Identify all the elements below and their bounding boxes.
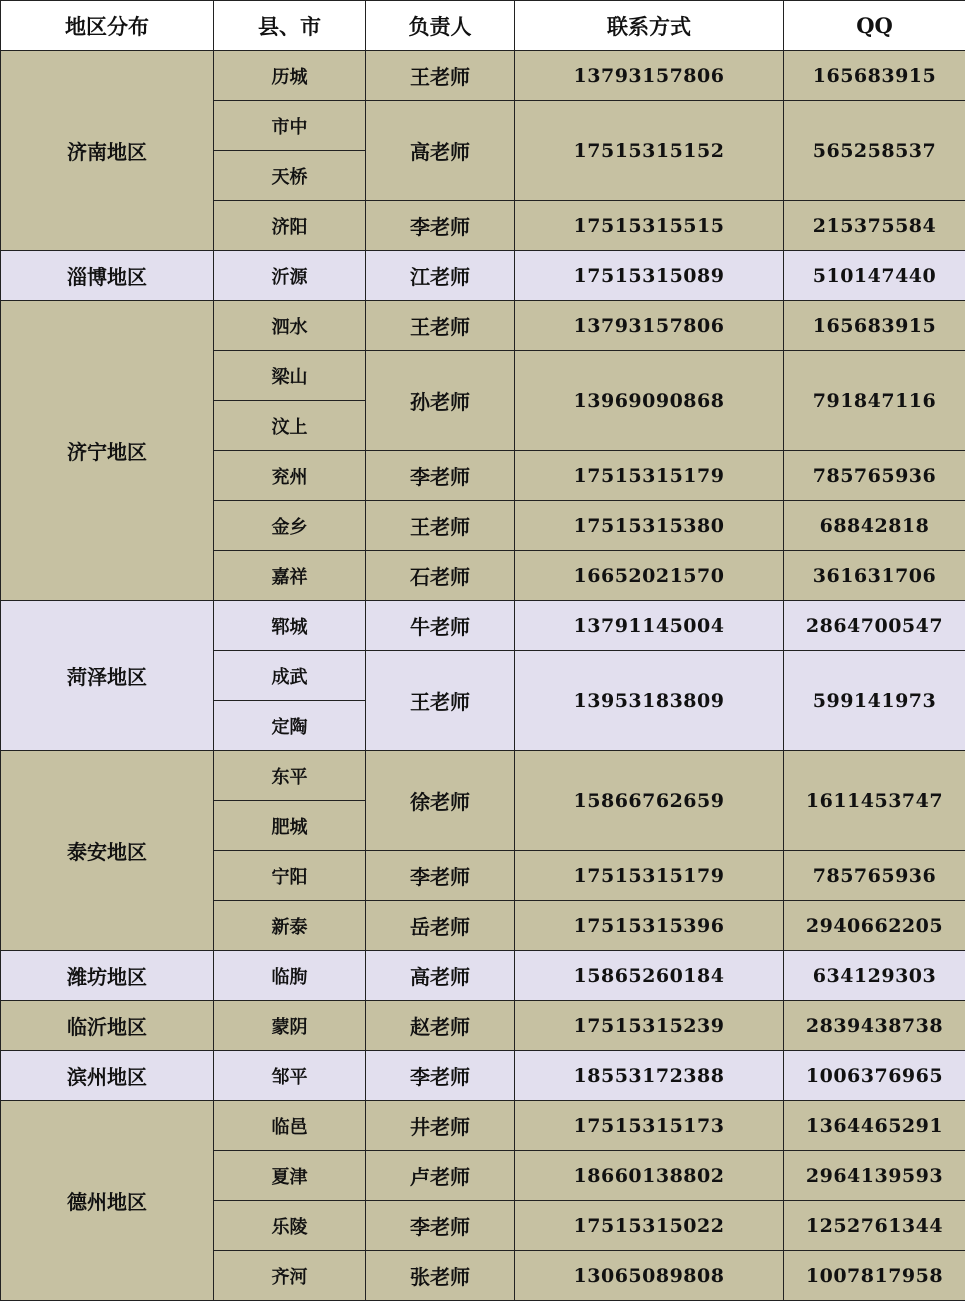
person-cell: 李老师 xyxy=(366,851,515,901)
county-cell: 蒙阴 xyxy=(214,1001,366,1051)
person-cell: 李老师 xyxy=(366,451,515,501)
county-cell: 沂源 xyxy=(214,251,366,301)
county-cell: 郓城 xyxy=(214,601,366,651)
person-cell: 高老师 xyxy=(366,101,515,201)
county-cell: 东平 xyxy=(214,751,366,801)
qq-cell: 599141973 xyxy=(784,651,965,751)
phone-cell: 16652021570 xyxy=(515,551,784,601)
qq-cell: 2964139593 xyxy=(784,1151,965,1201)
qq-cell: 565258537 xyxy=(784,101,965,201)
county-cell: 济阳 xyxy=(214,201,366,251)
county-cell: 兖州 xyxy=(214,451,366,501)
phone-cell: 17515315179 xyxy=(515,451,784,501)
qq-cell: 215375584 xyxy=(784,201,965,251)
qq-cell: 1364465291 xyxy=(784,1101,965,1151)
county-cell: 汶上 xyxy=(214,401,366,451)
person-cell: 石老师 xyxy=(366,551,515,601)
phone-cell: 17515315022 xyxy=(515,1201,784,1251)
county-cell: 历城 xyxy=(214,51,366,101)
person-cell: 牛老师 xyxy=(366,601,515,651)
phone-cell: 17515315239 xyxy=(515,1001,784,1051)
phone-cell: 17515315152 xyxy=(515,101,784,201)
county-cell: 夏津 xyxy=(214,1151,366,1201)
header-row xyxy=(1,1,965,51)
qq-cell: 2839438738 xyxy=(784,1001,965,1051)
county-cell: 新泰 xyxy=(214,901,366,951)
phone-cell: 17515315173 xyxy=(515,1101,784,1151)
qq-cell: 1252761344 xyxy=(784,1201,965,1251)
phone-cell: 13969090868 xyxy=(515,351,784,451)
county-cell: 邹平 xyxy=(214,1051,366,1101)
qq-cell: 1611453747 xyxy=(784,751,965,851)
county-cell: 宁阳 xyxy=(214,851,366,901)
phone-cell: 18553172388 xyxy=(515,1051,784,1101)
person-cell: 张老师 xyxy=(366,1251,515,1301)
phone-cell: 17515315179 xyxy=(515,851,784,901)
qq-cell: 2864700547 xyxy=(784,601,965,651)
qq-cell: 2940662205 xyxy=(784,901,965,951)
phone-cell: 13065089808 xyxy=(515,1251,784,1301)
person-cell: 王老师 xyxy=(366,651,515,751)
person-cell: 李老师 xyxy=(366,201,515,251)
phone-cell: 13793157806 xyxy=(515,301,784,351)
qq-cell: 165683915 xyxy=(784,301,965,351)
header-person: 负责人 xyxy=(366,1,515,51)
phone-cell: 15865260184 xyxy=(515,951,784,1001)
person-cell: 江老师 xyxy=(366,251,515,301)
table-row xyxy=(1,601,965,651)
person-cell: 高老师 xyxy=(366,951,515,1001)
qq-cell: 510147440 xyxy=(784,251,965,301)
phone-cell: 18660138802 xyxy=(515,1151,784,1201)
region-cell: 滨州地区 xyxy=(1,1051,214,1101)
county-cell: 嘉祥 xyxy=(214,551,366,601)
county-cell: 市中 xyxy=(214,101,366,151)
region-cell: 济南地区 xyxy=(1,51,214,251)
qq-cell: 791847116 xyxy=(784,351,965,451)
qq-cell: 785765936 xyxy=(784,851,965,901)
person-cell: 井老师 xyxy=(366,1101,515,1151)
person-cell: 赵老师 xyxy=(366,1001,515,1051)
qq-cell: 361631706 xyxy=(784,551,965,601)
region-cell: 济宁地区 xyxy=(1,301,214,601)
person-cell: 徐老师 xyxy=(366,751,515,851)
region-cell: 临沂地区 xyxy=(1,1001,214,1051)
table-row xyxy=(1,51,965,101)
qq-cell: 1006376965 xyxy=(784,1051,965,1101)
region-cell: 泰安地区 xyxy=(1,751,214,951)
person-cell: 孙老师 xyxy=(366,351,515,451)
phone-cell: 15866762659 xyxy=(515,751,784,851)
phone-cell: 17515315089 xyxy=(515,251,784,301)
region-cell: 菏泽地区 xyxy=(1,601,214,751)
county-cell: 肥城 xyxy=(214,801,366,851)
table-row xyxy=(1,1001,965,1051)
phone-cell: 17515315515 xyxy=(515,201,784,251)
person-cell: 王老师 xyxy=(366,501,515,551)
qq-cell: 634129303 xyxy=(784,951,965,1001)
county-cell: 金乡 xyxy=(214,501,366,551)
county-cell: 泗水 xyxy=(214,301,366,351)
phone-cell: 13953183809 xyxy=(515,651,784,751)
phone-cell: 13793157806 xyxy=(515,51,784,101)
table-row xyxy=(1,301,965,351)
county-cell: 梁山 xyxy=(214,351,366,401)
county-cell: 临邑 xyxy=(214,1101,366,1151)
county-cell: 齐河 xyxy=(214,1251,366,1301)
qq-cell: 68842818 xyxy=(784,501,965,551)
phone-cell: 17515315380 xyxy=(515,501,784,551)
header-contact: 联系方式 xyxy=(515,1,784,51)
person-cell: 李老师 xyxy=(366,1051,515,1101)
header-region: 地区分布 xyxy=(1,1,214,51)
person-cell: 王老师 xyxy=(366,301,515,351)
header-county: 县、市 xyxy=(214,1,366,51)
county-cell: 临朐 xyxy=(214,951,366,1001)
region-cell: 德州地区 xyxy=(1,1101,214,1301)
header-qq: QQ xyxy=(784,1,965,51)
table-row xyxy=(1,1101,965,1151)
qq-cell: 785765936 xyxy=(784,451,965,501)
qq-cell: 1007817958 xyxy=(784,1251,965,1301)
region-cell: 潍坊地区 xyxy=(1,951,214,1001)
phone-cell: 13791145004 xyxy=(515,601,784,651)
table-row xyxy=(1,951,965,1001)
person-cell: 王老师 xyxy=(366,51,515,101)
county-cell: 定陶 xyxy=(214,701,366,751)
table-row xyxy=(1,751,965,801)
qq-cell: 165683915 xyxy=(784,51,965,101)
phone-cell: 17515315396 xyxy=(515,901,784,951)
county-cell: 天桥 xyxy=(214,151,366,201)
table-row xyxy=(1,251,965,301)
county-cell: 乐陵 xyxy=(214,1201,366,1251)
table-row xyxy=(1,1051,965,1101)
region-cell: 淄博地区 xyxy=(1,251,214,301)
person-cell: 卢老师 xyxy=(366,1151,515,1201)
table-body xyxy=(1,51,965,1301)
person-cell: 岳老师 xyxy=(366,901,515,951)
county-cell: 成武 xyxy=(214,651,366,701)
person-cell: 李老师 xyxy=(366,1201,515,1251)
